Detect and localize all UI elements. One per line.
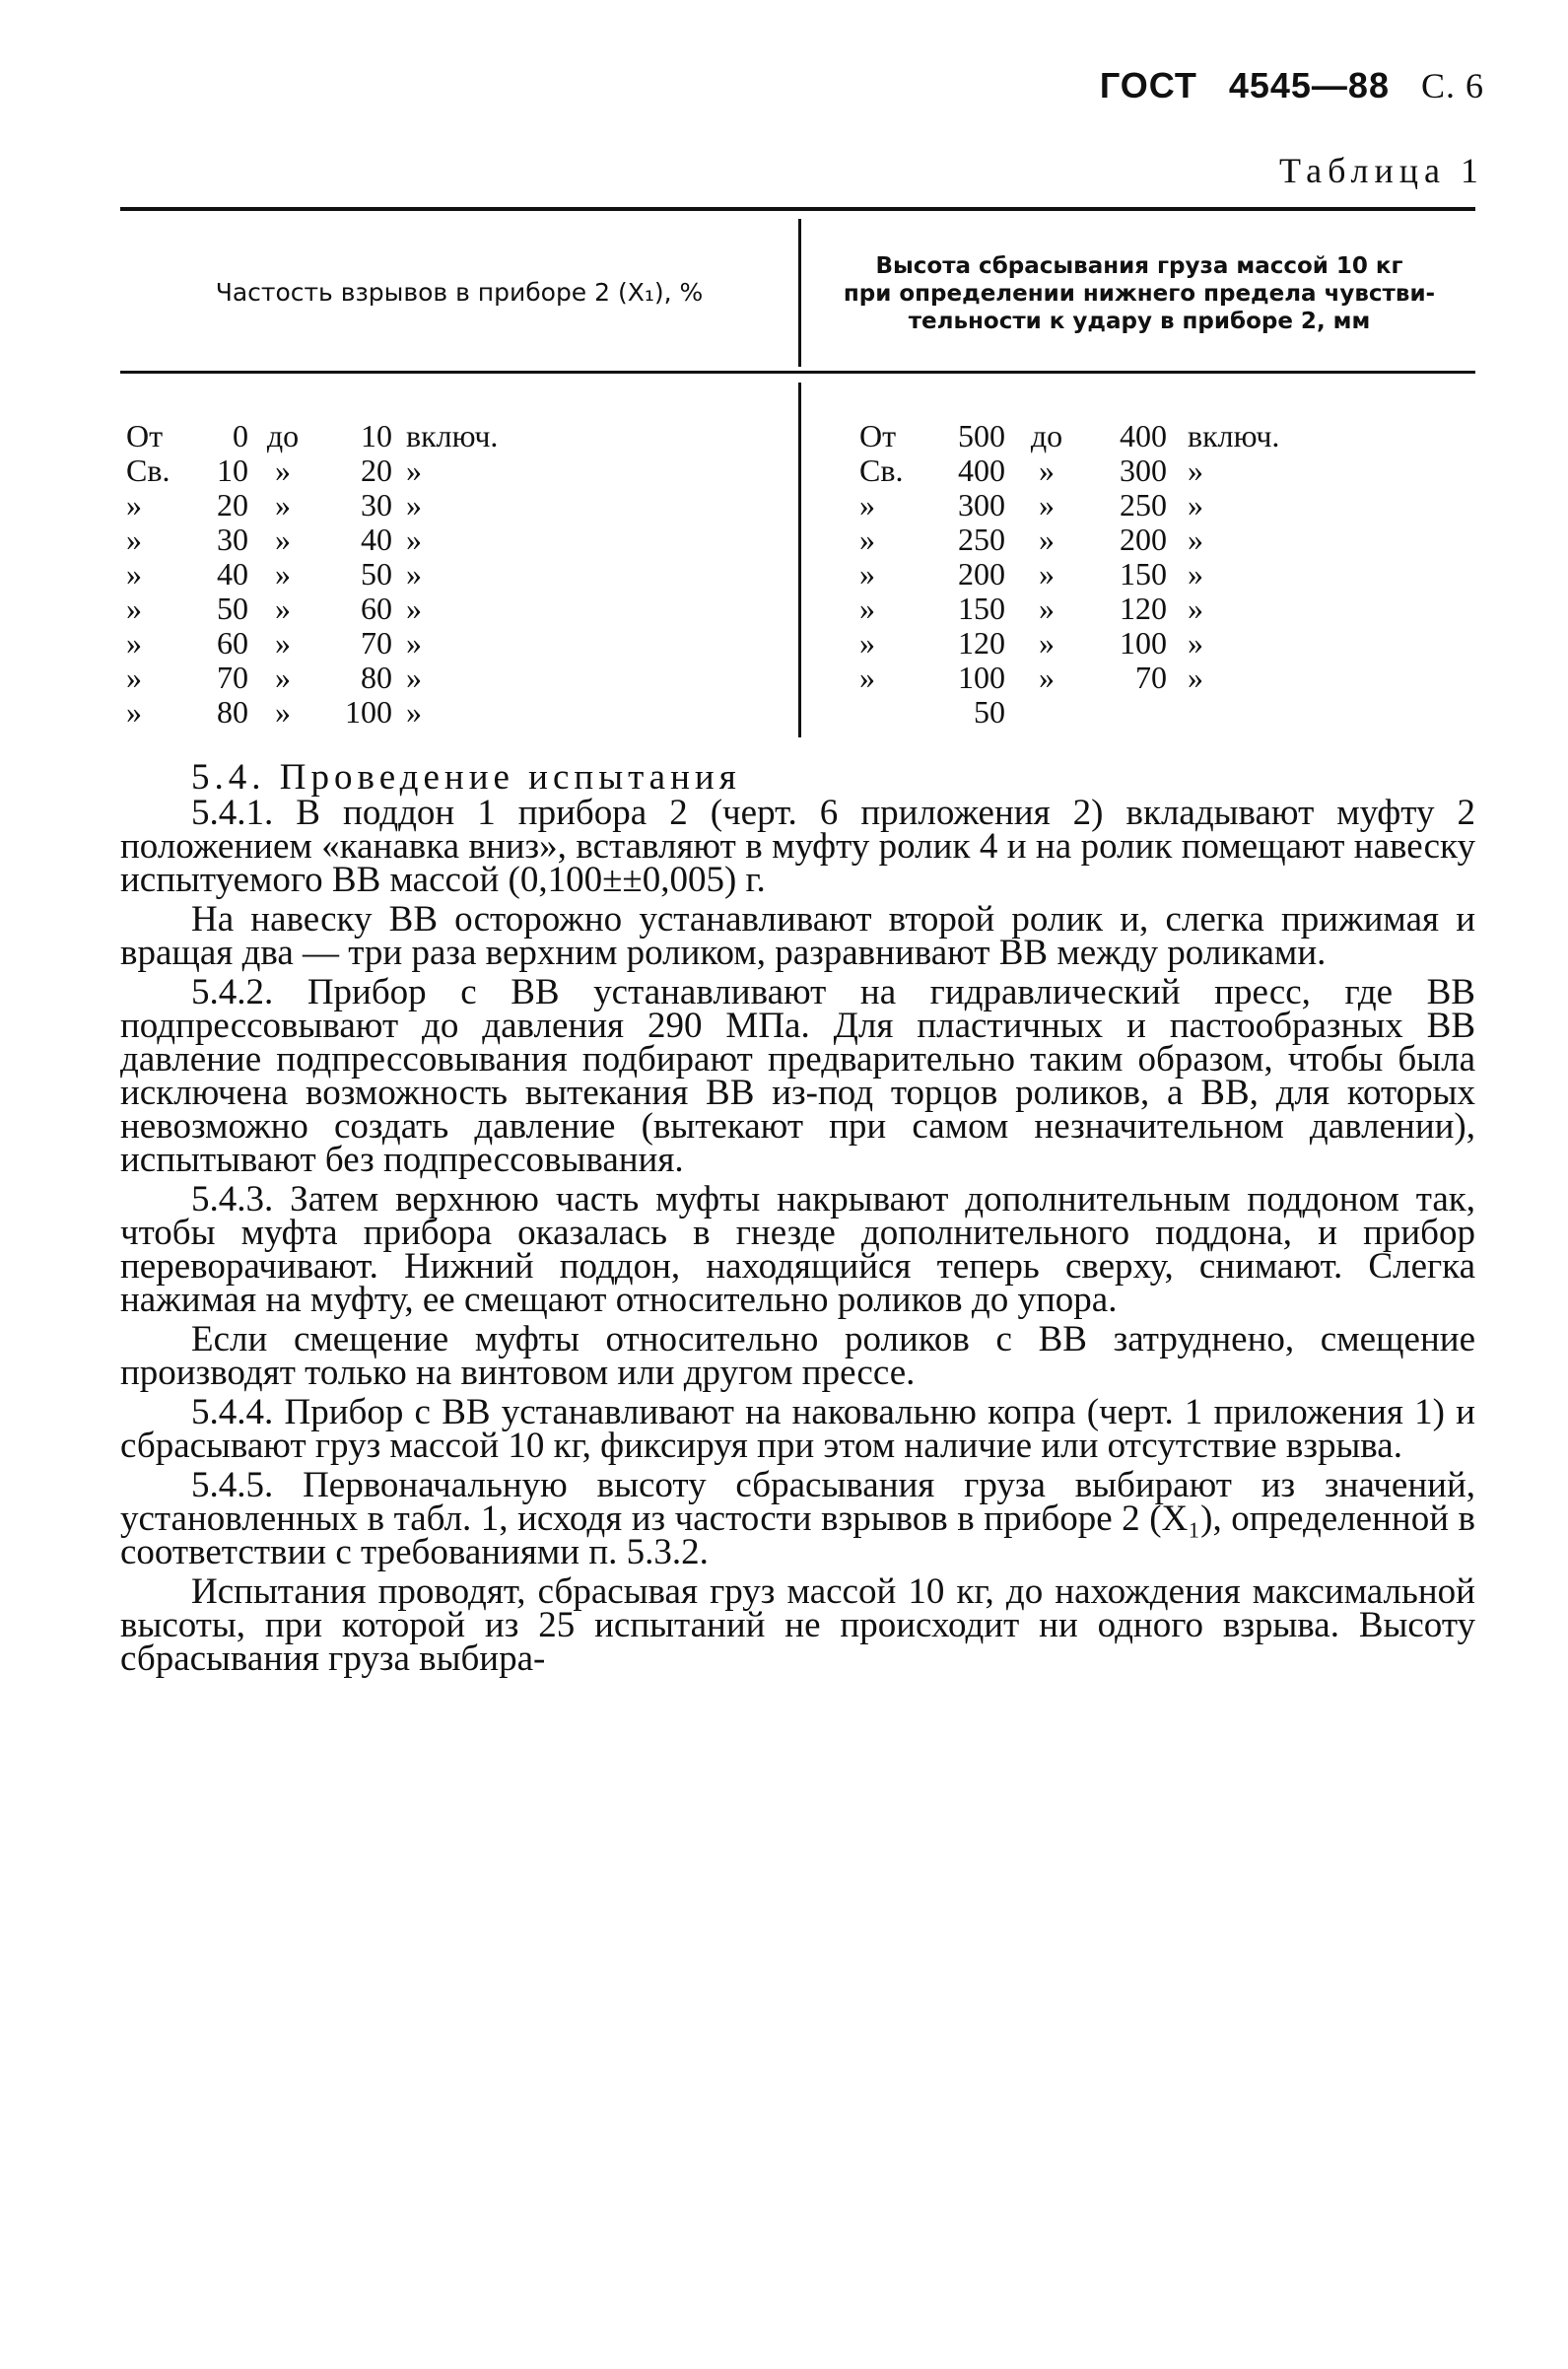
table-cell: » [1188, 487, 1203, 523]
table-row [0, 453, 1568, 488]
paragraph: На навеску ВВ осторожно устанавливают второй ролик и, слегка прижимая и вращая два — три раза верхним роликом, разравнивают ВВ между роликами. [120, 899, 1475, 973]
table-cell: » [406, 556, 422, 592]
table-cell: 10 [217, 453, 248, 488]
table-cell: » [406, 522, 422, 557]
table-row [0, 557, 1568, 592]
table-cell: 60 [217, 625, 248, 661]
table-cell: 70 [361, 625, 392, 661]
table-cell: » [126, 522, 142, 557]
table-cell: Св. [859, 453, 904, 488]
table-row [0, 695, 1568, 730]
column-header-frequency: Частость взрывов в приборе 2 (X₁), % [215, 278, 704, 307]
table-cell: 50 [217, 591, 248, 626]
paragraph: 5.4.2. Прибор с ВВ устанавливают на гидравлический пресс, где ВВ подпрессовывают до давления 290 МПа. Для пластичных и пастообразных ВВ давление подпрессовывания подбирают предварительно таким образом, чтобы была исключена возможность вытекания ВВ из-под торцов роликов, а ВВ, для которых невозможно создать давление (вытекают при самом незначительном давлении), испытывают без подпрессовывания. [120, 972, 1475, 1180]
table-cell: » [1039, 487, 1055, 523]
table-cell: » [126, 625, 142, 661]
table-row [0, 661, 1568, 695]
table-cell: до [1030, 418, 1063, 453]
table-cell: » [1039, 522, 1055, 557]
body-text [120, 757, 1475, 1682]
table-cell: » [126, 660, 142, 695]
standard-number: 4545—88 [1228, 65, 1390, 105]
table-cell: 100 [1120, 625, 1167, 661]
table-row [0, 488, 1568, 523]
table-cell: » [859, 522, 875, 557]
table-cell: 80 [217, 694, 248, 730]
table-cell: включ. [1188, 418, 1280, 453]
table-cell: От [126, 418, 164, 453]
paragraph: 5.4.1. В поддон 1 прибора 2 (черт. 6 приложения 2) вкладывают муфту 2 положением «канавка вниз», вставляют в муфту ролик 4 и на ролик помещают навеску испытуемого ВВ массой (0,100±±0,005) г. [120, 793, 1475, 900]
table-cell: » [1188, 522, 1203, 557]
table-cell: » [406, 453, 422, 488]
table-cell: » [859, 487, 875, 523]
table-cell: 50 [974, 694, 1005, 730]
column-header-line: при определении нижнего предела чувстви- [843, 281, 1436, 307]
table-cell: 50 [361, 556, 392, 592]
paragraph: Испытания проводят, сбрасывая груз массой 10 кг, до нахождения максимальной высоты, при которой из 25 испытаний не происходит ни одного взрыва. Высоту сбрасывания груза выбира- [120, 1571, 1475, 1679]
section-heading: 5.4. Проведение испытания [191, 757, 741, 798]
table-cell: 200 [958, 556, 1005, 592]
table-cell: » [859, 591, 875, 626]
table-cell: 70 [217, 660, 248, 695]
table-cell: » [126, 487, 142, 523]
table-cell: 200 [1120, 522, 1167, 557]
table-cell: 100 [958, 660, 1005, 695]
table-cell: 40 [361, 522, 392, 557]
table-cell: 80 [361, 660, 392, 695]
table-cell: включ. [406, 418, 499, 453]
table-cell: 0 [233, 418, 248, 453]
table-cell: » [1188, 660, 1203, 695]
table-cell: » [1039, 660, 1055, 695]
table-cell: 30 [217, 522, 248, 557]
table-cell: » [126, 556, 142, 592]
table-row [0, 523, 1568, 557]
table-cell: 120 [958, 625, 1005, 661]
paragraph: 5.4.3. Затем верхнюю часть муфты накрывают дополнительным поддоном так, чтобы муфта прибора оказалась в гнезде дополнительного поддона, и прибор переворачивают. Нижний поддон, находящийся теперь сверху, снимают. Слегка нажимая на муфту, ее смещают относительно роликов до упора. [120, 1179, 1475, 1320]
table-cell: 20 [217, 487, 248, 523]
gost-label: ГОСТ [1099, 65, 1197, 105]
table-cell: » [1188, 591, 1203, 626]
page-number: С. 6 [1420, 66, 1484, 105]
table-cell: » [275, 556, 291, 592]
table-cell: » [859, 556, 875, 592]
table-cell: » [406, 625, 422, 661]
table-cell: » [1039, 625, 1055, 661]
table-row [0, 626, 1568, 661]
paragraph: 5.4.5. Первоначальную высоту сбрасывания груза выбирают из значений, установленных в табл. 1, исходя из частости взрывов в приборе 2 (X₁), определенной в соответствии с требованиями п. 5.3.2. [120, 1465, 1475, 1572]
table-cell: » [406, 591, 422, 626]
table-cell: 400 [1120, 418, 1167, 453]
table-cell: 70 [1135, 660, 1167, 695]
table-cell: 300 [1120, 453, 1167, 488]
table-cell: 120 [1120, 591, 1167, 626]
table-cell: » [1188, 453, 1203, 488]
table-cell: » [275, 625, 291, 661]
table-cell: » [275, 591, 291, 626]
table-header-rule [120, 371, 1475, 374]
table-cell: 500 [958, 418, 1005, 453]
page-header [1100, 65, 1484, 106]
table-cell: » [1039, 556, 1055, 592]
table-cell: 20 [361, 453, 392, 488]
table-cell: » [275, 487, 291, 523]
table-cell: От [859, 418, 897, 453]
table-caption: Таблица 1 [1279, 151, 1484, 190]
table-cell: » [275, 522, 291, 557]
table-cell: 40 [217, 556, 248, 592]
table-cell: 300 [958, 487, 1005, 523]
column-header-drop-height [803, 252, 1475, 335]
table-cell: » [275, 660, 291, 695]
column-header-line: тельности к удару в приборе 2, мм [908, 309, 1371, 334]
table-cell: » [406, 660, 422, 695]
table-cell: » [406, 487, 422, 523]
table-cell: » [859, 660, 875, 695]
table-cell: 250 [1120, 487, 1167, 523]
table-cell: 30 [361, 487, 392, 523]
table-cell: Св. [126, 453, 170, 488]
table-cell: до [266, 418, 300, 453]
column-header-line: Высота сбрасывания груза массой 10 кг [875, 253, 1403, 279]
paragraph: Если смещение муфты относительно роликов с ВВ затруднено, смещение производят только на винтовом или другом прессе. [120, 1319, 1475, 1393]
table-cell: » [275, 694, 291, 730]
header-column-divider [798, 219, 801, 367]
table-cell: 400 [958, 453, 1005, 488]
table-cell: » [126, 694, 142, 730]
table-row [0, 592, 1568, 626]
table-cell: 150 [1120, 556, 1167, 592]
table-cell: » [406, 694, 422, 730]
table-cell: » [126, 591, 142, 626]
table-top-rule [120, 207, 1475, 211]
table-cell: 10 [361, 418, 392, 453]
table-cell: 100 [345, 694, 392, 730]
table-cell: 250 [958, 522, 1005, 557]
paragraph: 5.4.4. Прибор с ВВ устанавливают на наковальню копра (черт. 1 приложения 1) и сбрасывают груз массой 10 кг, фиксируя при этом наличие или отсутствие взрыва. [120, 1392, 1475, 1466]
table-cell: 60 [361, 591, 392, 626]
table-row [0, 419, 1568, 453]
table-cell: 150 [958, 591, 1005, 626]
table-cell: » [859, 625, 875, 661]
table-cell: » [1188, 625, 1203, 661]
table-cell: » [1039, 591, 1055, 626]
table-cell: » [1188, 556, 1203, 592]
table-cell: » [275, 453, 291, 488]
table-cell: » [1039, 453, 1055, 488]
